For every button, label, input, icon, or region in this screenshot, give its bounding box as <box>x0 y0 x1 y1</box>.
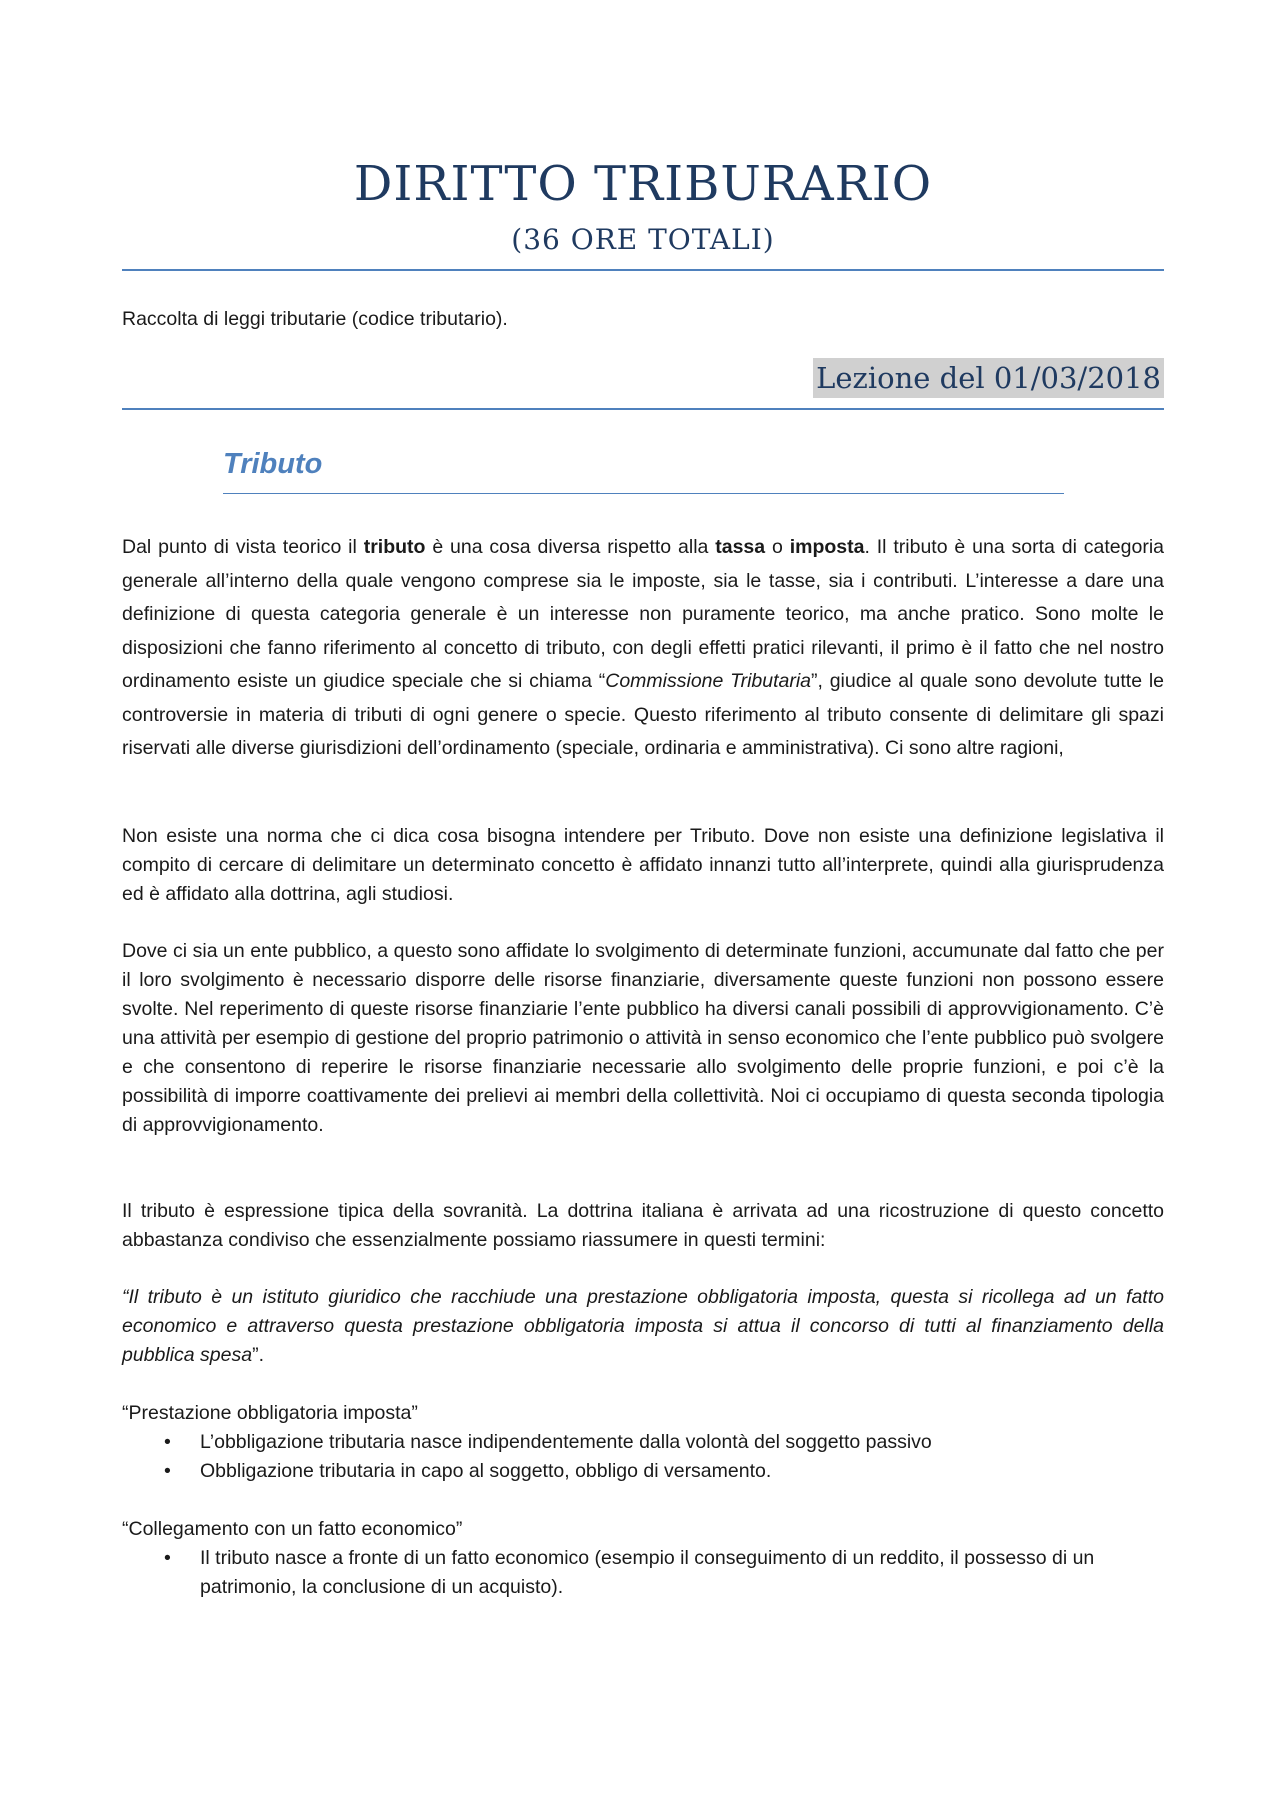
bullet-icon: • <box>164 1547 171 1569</box>
section-heading: Tributo <box>223 448 323 480</box>
list-item-text: Obbligazione tributaria in capo al soggetto, obbligo di versamento. <box>200 1460 772 1482</box>
bullet-icon: • <box>164 1431 171 1453</box>
paragraph-1-text-i: ”, giudice al quale sono devolute tutte le controversie in materia di tributi di ogni genere o specie. Questo riferimento al tributo consente di delimitare gli spazi riservati alle diverse giurisdizioni dell’ordinamento (speciale, ordinaria e amministrativa). Ci sono altre ragioni, <box>122 670 1164 759</box>
document-subtitle: (36 ORE TOTALI) <box>511 223 775 256</box>
term-imposta: imposta <box>789 536 865 558</box>
paragraph-1 <box>122 531 1164 766</box>
intro-text: Raccolta di leggi tributarie (codice tributario). <box>122 308 508 330</box>
definition-quote-end: ”. <box>252 1344 265 1366</box>
paragraph-1-text-g: . Il tributo è una sorta di categoria generale all’interno della quale vengono comprese sia le imposte, sia le tasse, sia i contributi. L’interesse a dare una definizione di questa categoria generale è un interesse non puramente teorico, ma anche pratico. Sono molte le disposizioni che fanno riferimento al concetto di tributo, con degli effetti pratici rilevanti, il primo è il fatto che nel nostro ordinamento esiste un giudice speciale che si chiama “ <box>122 536 1165 692</box>
definition-quote <box>122 1283 1164 1370</box>
list-item-text: L’obbligazione tributaria nasce indipendentemente dalla volontà del soggetto passivo <box>200 1431 932 1453</box>
paragraph-1-text-c: è una cosa diversa rispetto alla <box>425 536 716 558</box>
list-label-prestazione: “Prestazione obbligatoria imposta” <box>122 1402 418 1424</box>
definition-quote-text: “Il tributo è un istituto giuridico che racchiude una prestazione obbligatoria imposta, questa si ricollega ad un fatto economico e attraverso questa prestazione obbligatoria imposta si attua il concorso di tutti al finanziamento della pubblica spesa <box>122 1286 1164 1366</box>
paragraph-1-text-e: o <box>765 536 790 558</box>
bullet-icon: • <box>164 1460 171 1482</box>
list-item-text: Il tributo nasce a fronte di un fatto economico (esempio il conseguimento di un reddito, il possesso di un patrimonio, la conclusione di un acquisto). <box>200 1547 1095 1598</box>
lesson-date-heading: Lezione del 01/03/2018 <box>813 358 1164 398</box>
list-item <box>122 1457 1164 1486</box>
list-label-collegamento: “Collegamento con un fatto economico” <box>122 1518 463 1540</box>
paragraph-2: Non esiste una norma che ci dica cosa bisogna intendere per Tributo. Dove non esiste una definizione legislativa il compito di cercare di delimitare un determinato concetto è affidato innanzi tutto all’interprete, quindi alla giurisprudenza ed è affidato alla dottrina, agli studiosi. <box>122 825 1164 905</box>
paragraph-1-text-a: Dal punto di vista teorico il <box>122 536 364 558</box>
paragraph-4: Il tributo è espressione tipica della sovranità. La dottrina italiana è arrivata ad una ricostruzione di questo concetto abbastanza condiviso che essenzialmente possiamo riassumere in questi termini: <box>122 1200 1164 1251</box>
title-divider <box>122 269 1164 271</box>
term-tributo: tributo <box>363 536 426 558</box>
lesson-divider <box>122 408 1164 410</box>
list-item <box>122 1428 1164 1457</box>
term-commissione-tributaria: Commissione Tributaria <box>605 670 812 692</box>
document-title: DIRITTO TRIBURARIO <box>353 156 933 212</box>
paragraph-3: Dove ci sia un ente pubblico, a questo sono affidate lo svolgimento di determinate funzioni, accumunate dal fatto che per il loro svolgimento è necessario disporre delle risorse finanziarie, diversamente queste funzioni non possono essere svolte. Nel reperimento di queste risorse finanziarie l’ente pubblico ha diversi canali possibili di approvvigionamento. C’è una attività per esempio di gestione del proprio patrimonio o attività in senso economico che l’ente pubblico può svolgere e che consentono di reperire le risorse finanziarie necessarie allo svolgimento delle proprie funzioni, e poi c’è la possibilità di imporre coattivamente dei prelievi ai membri della collettività. Noi ci occupiamo di questa seconda tipologia di approvvigionamento. <box>122 940 1164 1136</box>
section-heading-underline <box>223 493 1064 494</box>
bullet-list-collegamento <box>122 1544 1164 1602</box>
list-item <box>122 1544 1164 1602</box>
term-tassa: tassa <box>715 536 766 558</box>
bullet-list-prestazione <box>122 1428 1164 1486</box>
